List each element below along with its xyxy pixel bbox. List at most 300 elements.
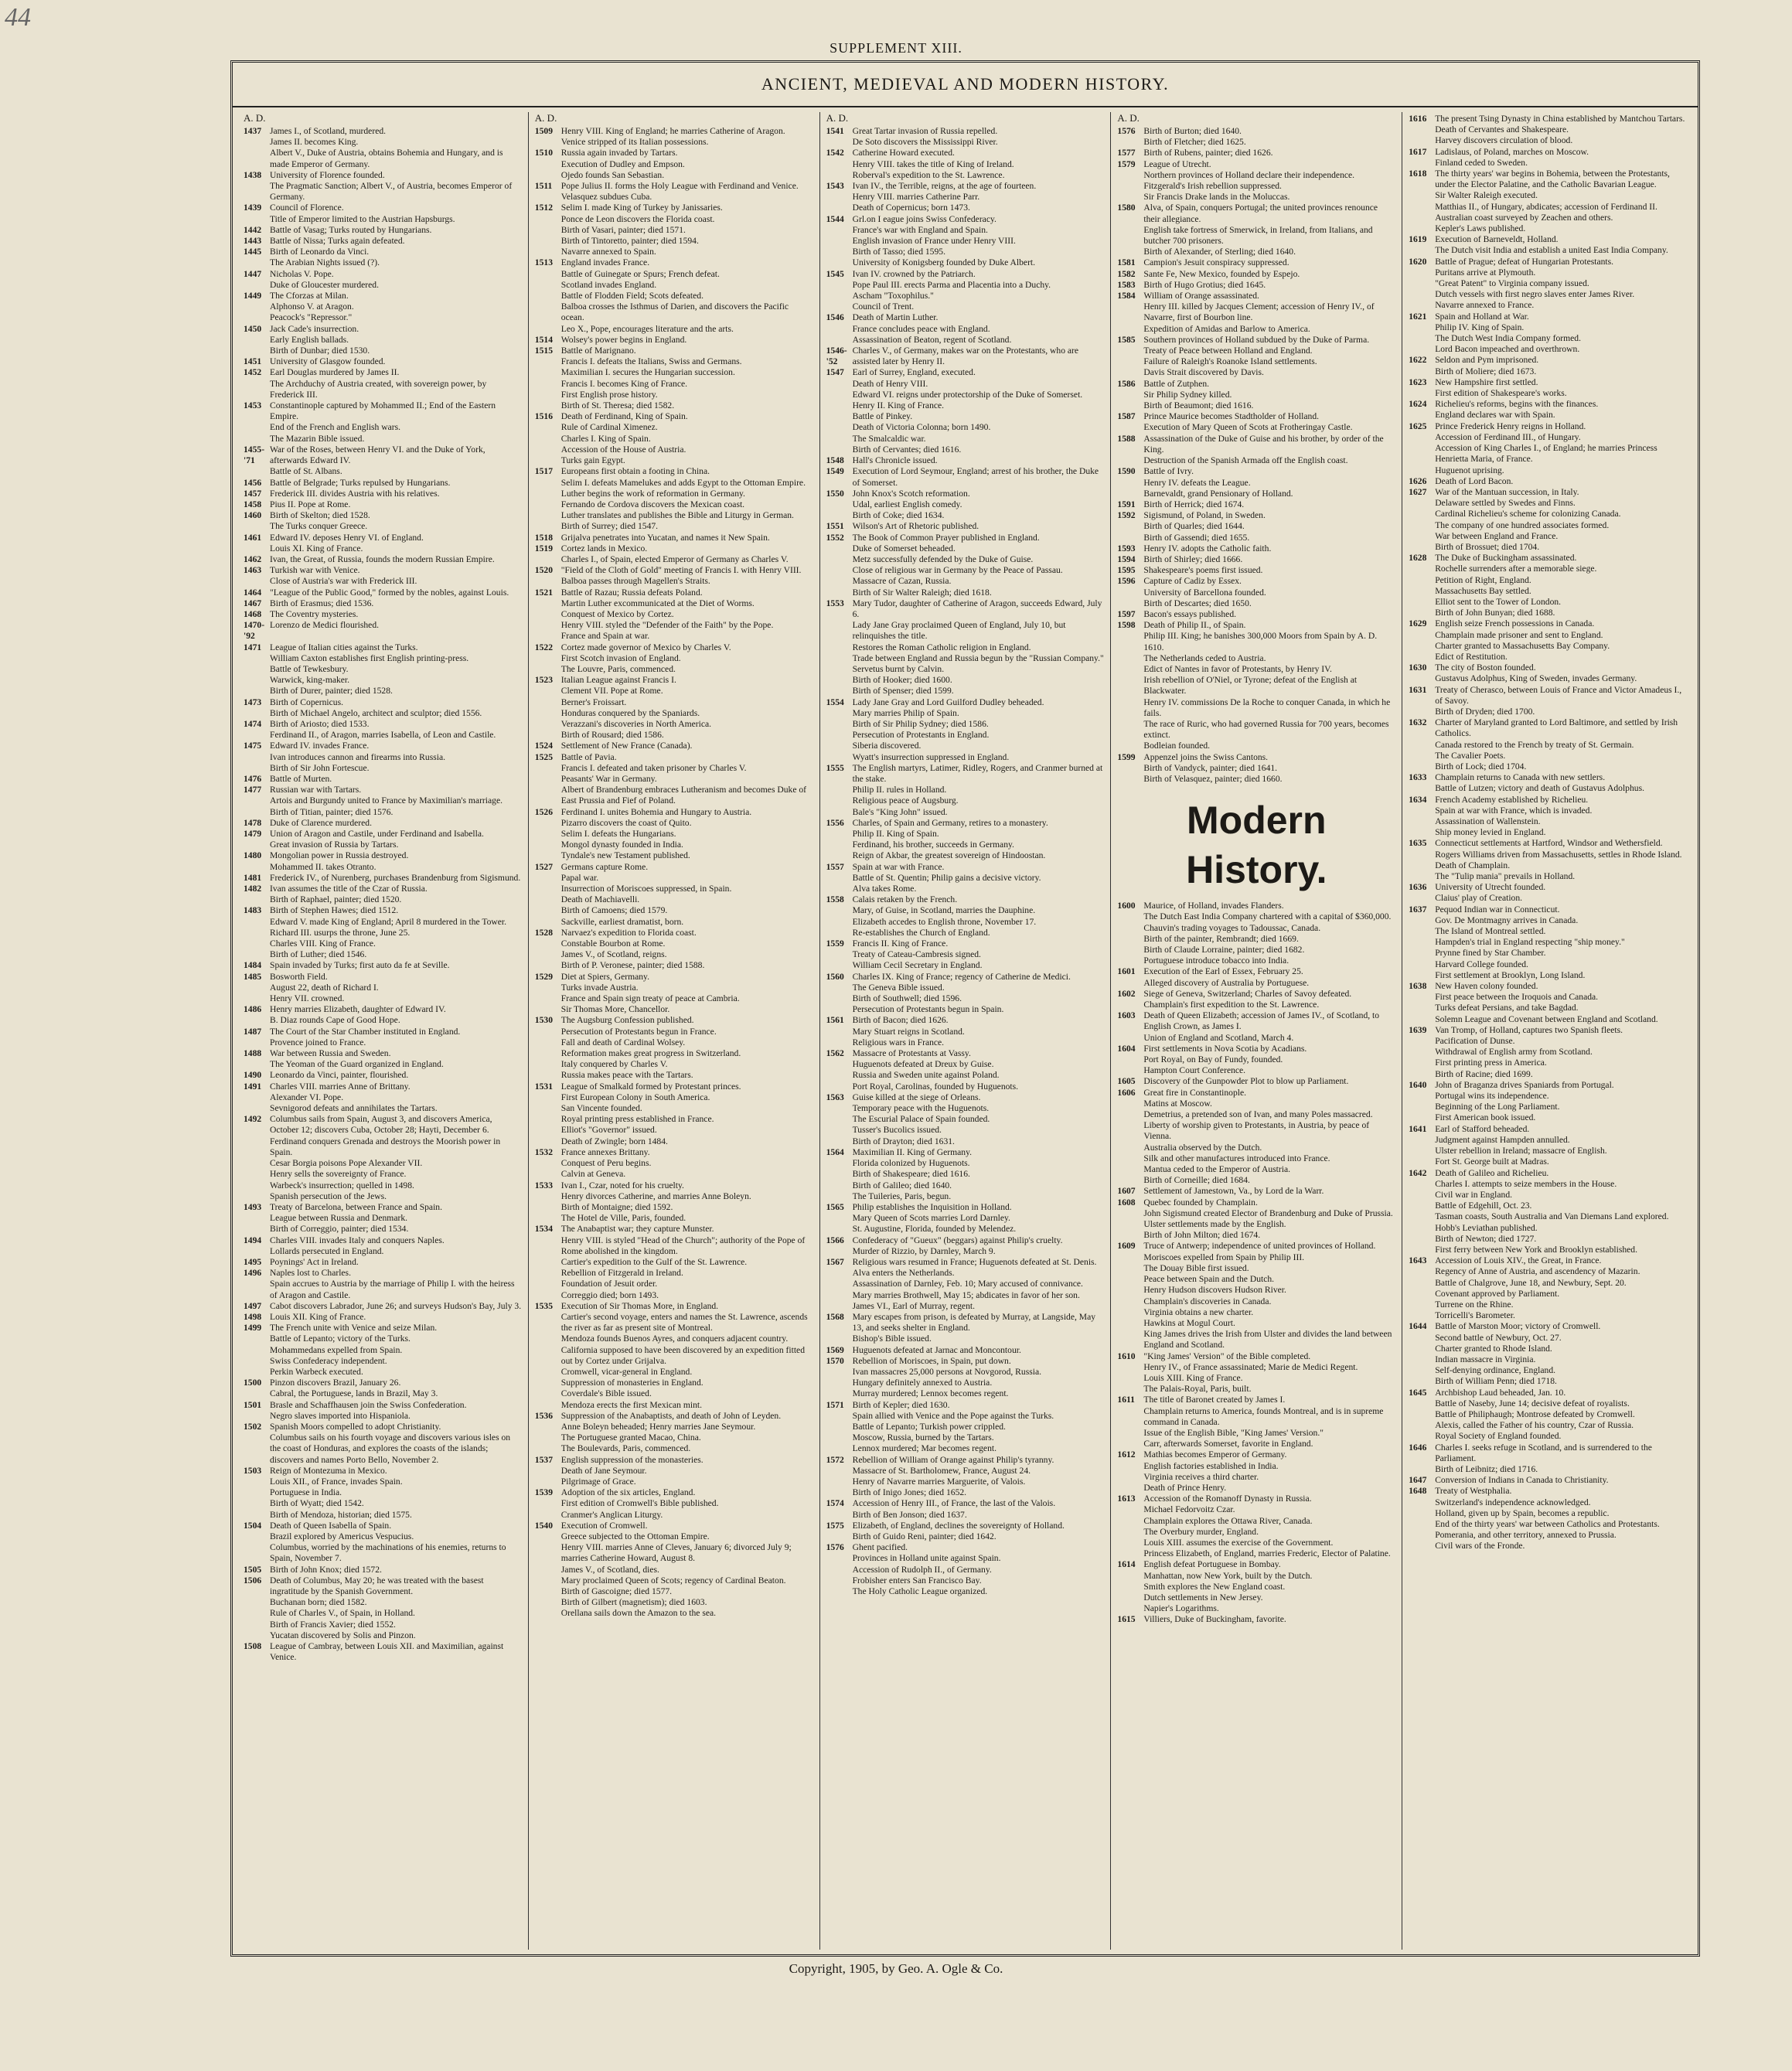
entry-year: [1117, 137, 1143, 148]
history-entry: [535, 1477, 813, 1487]
history-entry: [826, 203, 1105, 213]
entry-year: [1117, 1384, 1143, 1395]
history-entry: [1409, 1310, 1687, 1321]
entry-year: [826, 1487, 853, 1498]
entry-year: 1534: [534, 1224, 553, 1235]
entry-year: [826, 1027, 853, 1037]
entry-text: Battle of Edgehill, Oct. 23.: [1435, 1201, 1532, 1211]
entry-year: [826, 400, 853, 411]
entry-text: Buchanan born; died 1582.: [270, 1597, 367, 1608]
history-entry: [1117, 945, 1395, 955]
history-entry: [1409, 618, 1687, 629]
entry-text: The race of Ruric, who had governed Russia for 700 years, becomes extinct.: [1143, 718, 1389, 741]
history-entry: [244, 356, 522, 367]
entry-year: 1473: [244, 697, 262, 707]
entry-text: Philip IV. King of Spain.: [1435, 322, 1525, 332]
entry-year: [1117, 719, 1143, 741]
history-entry: [826, 993, 1105, 1004]
entry-text: Russia makes peace with the Tartars.: [560, 1070, 693, 1081]
entry-year: [244, 1213, 270, 1224]
entry-year: 1445: [244, 247, 262, 257]
entry-year: [826, 1531, 853, 1542]
entry-text: Pilgrimage of Grace.: [560, 1476, 636, 1487]
entry-year: 1524: [534, 741, 553, 751]
entry-text: Accession of the House of Austria.: [560, 444, 686, 455]
history-entry: [244, 1092, 522, 1103]
entry-text: League of Smalkald formed by Protestant princes.: [560, 1081, 741, 1092]
entry-year: [1409, 245, 1435, 256]
entry-year: [1409, 597, 1435, 608]
entry-year: 1644: [1409, 1321, 1427, 1332]
entry-text: Warwick, king-maker.: [270, 675, 350, 686]
entry-year: [1409, 827, 1435, 838]
entry-text: James V., of Scotland, reigns.: [560, 949, 667, 960]
entry-text: War between England and France.: [1435, 530, 1559, 541]
history-entry: [535, 675, 813, 686]
history-entry: [1409, 213, 1687, 223]
history-entry: [1117, 1603, 1395, 1614]
entry-text: Rogers Williams driven from Massachusetts, settles in Rhode Island.: [1435, 849, 1682, 860]
history-entry: [1409, 1388, 1687, 1398]
entry-year: [1409, 751, 1435, 761]
history-entry: [1117, 367, 1395, 378]
history-entry: [535, 1081, 813, 1092]
history-entry: [535, 291, 813, 301]
entry-text: Bishop's Bible issued.: [852, 1334, 932, 1344]
history-entry: [826, 434, 1105, 445]
entry-text: Birth of Newton; died 1727.: [1435, 1233, 1537, 1244]
entry-text: Constable Bourbon at Rome.: [560, 938, 666, 949]
entry-year: [244, 1597, 270, 1608]
history-entry: [1409, 1299, 1687, 1310]
entry-text: Restores the Roman Catholic religion in England.: [852, 642, 1031, 652]
history-entry: [826, 565, 1105, 576]
history-entry: [535, 1597, 813, 1608]
entry-text: Sevnigorod defeats and annihilates the Tartars.: [270, 1103, 438, 1114]
entry-year: 1595: [1117, 565, 1136, 576]
history-entry: [1117, 1373, 1395, 1384]
history-entry: [1117, 631, 1395, 652]
history-entry: [535, 1004, 813, 1015]
entry-year: 1526: [534, 806, 553, 817]
entry-year: [535, 1388, 561, 1399]
entry-text: Pinzon discovers Brazil, January 26.: [270, 1378, 401, 1388]
history-entry: [1409, 1289, 1687, 1299]
entry-text: California supposed to have been discovered by an expedition fitted out by Cortez under Grijalva.: [560, 1344, 805, 1366]
history-entry: [535, 422, 813, 433]
entry-year: [826, 1301, 853, 1312]
history-entry: [535, 1070, 813, 1081]
entry-year: 1505: [244, 1564, 262, 1575]
history-entry: [244, 1388, 522, 1399]
history-entry: [1409, 850, 1687, 860]
entry-text: Moscow, Russia, burned by the Tartars.: [852, 1432, 994, 1443]
entry-text: Rule of Charles V., of Spain, in Holland.: [270, 1608, 415, 1619]
entry-year: 1570: [826, 1355, 844, 1366]
history-entry: [826, 795, 1105, 806]
entry-year: [1409, 871, 1435, 882]
entry-text: Naples lost to Charles.: [270, 1268, 351, 1279]
history-entry: [826, 884, 1105, 894]
entry-year: [826, 1378, 853, 1388]
history-entry: [535, 1432, 813, 1443]
entry-year: [1117, 1582, 1143, 1592]
entry-text: "Great Patent" to Virginia company issued.: [1435, 278, 1589, 289]
entry-text: Battle of Pinkey.: [852, 411, 913, 422]
entry-text: Lady Jane Gray proclaimed Queen of England, July 10, but relinquishes the title.: [852, 620, 1066, 642]
history-entry: [1409, 685, 1687, 707]
entry-text: Barnevaldt, grand Pensionary of Holland.: [1143, 488, 1293, 499]
entry-year: [1117, 247, 1143, 257]
history-entry: [1117, 978, 1395, 989]
entry-text: Battle of St. Quentin; Philip gains a decisive victory.: [852, 872, 1041, 883]
entry-year: 1499: [244, 1323, 262, 1334]
history-entry: [826, 445, 1105, 455]
entry-year: [1409, 300, 1435, 311]
history-entry: [826, 1268, 1105, 1279]
history-entry: [1117, 1263, 1395, 1274]
entry-text: Massacre of Protestants at Vassy.: [852, 1048, 971, 1059]
history-entry: [1409, 992, 1687, 1003]
entry-year: [826, 873, 853, 884]
history-entry: [244, 1246, 522, 1257]
history-entry: [1409, 740, 1687, 751]
entry-text: Spain invaded by Turks; first auto da fe at Seville.: [270, 960, 450, 971]
entry-text: Luther begins the work of reformation in Germany.: [560, 488, 745, 499]
entry-text: Battle of Lepanto; victory of the Turks.: [270, 1334, 411, 1344]
history-entry: [1409, 1443, 1687, 1464]
entry-text: Berner's Froissart.: [560, 697, 627, 707]
history-entry: [535, 324, 813, 335]
entry-year: 1622: [1409, 355, 1427, 366]
history-entry: [1409, 300, 1687, 311]
entry-text: Rebellion of William of Orange against Philip's tyranny.: [852, 1454, 1054, 1465]
entry-year: [535, 609, 561, 620]
entry-year: [826, 905, 853, 916]
entry-text: Battle of Guinegate or Spurs; French defeat.: [560, 268, 720, 279]
entry-text: Russia again invaded by Tartars.: [560, 148, 678, 158]
entry-text: Calvin at Geneva.: [560, 1169, 626, 1180]
history-entry: [535, 1443, 813, 1454]
history-entry: [1117, 466, 1395, 477]
history-entry: [535, 576, 813, 587]
entry-text: Accession of Henry III., of France, the last of the Valois.: [852, 1498, 1056, 1509]
entry-text: Prynne fined by Star Chamber.: [1435, 948, 1546, 959]
entry-year: [535, 499, 561, 510]
entry-year: 1462: [244, 554, 262, 564]
history-entry: [1409, 1234, 1687, 1245]
history-entry: [826, 960, 1105, 971]
history-entry: [826, 850, 1105, 861]
history-entry: [826, 137, 1105, 148]
entry-text: Confederacy of "Gueux" (beggars) against Philip's cruelty.: [852, 1235, 1063, 1245]
entry-year: 1540: [534, 1520, 553, 1531]
history-entry: [535, 1334, 813, 1344]
entry-year: [826, 335, 853, 346]
entry-text: Champlain returns to Canada with new settlers.: [1435, 772, 1606, 783]
entry-year: [826, 730, 853, 741]
entry-year: [535, 894, 561, 905]
entry-year: [535, 170, 561, 181]
entry-year: 1592: [1117, 510, 1136, 521]
column-header: A. D.: [826, 112, 849, 124]
entry-year: [1409, 333, 1435, 344]
entry-text: Kepler's Laws published.: [1435, 223, 1526, 234]
entry-text: Close of Austria's war with Frederick III.: [270, 576, 417, 587]
entry-year: [826, 1411, 853, 1422]
history-entry: [1409, 1333, 1687, 1344]
entry-text: Demetrius, a pretended son of Ivan, and many Poles massacred.: [1143, 1109, 1373, 1120]
entry-year: 1645: [1409, 1387, 1427, 1398]
entry-text: Henry VIII. takes the title of King of Ireland.: [852, 158, 1014, 169]
entry-year: 1620: [1409, 256, 1427, 267]
entry-text: Death of Columbus, May 20; he was treated with the basest ingratitude by the Spanish Government.: [270, 1575, 484, 1597]
entry-year: 1512: [534, 203, 553, 213]
entry-year: [1117, 356, 1143, 367]
entry-text: Treaty of Barcelona, between France and Spain.: [270, 1201, 442, 1212]
entry-text: Solemn League and Covenant between England and Scotland.: [1435, 1013, 1658, 1024]
history-entry: [1117, 1527, 1395, 1538]
entry-year: 1460: [244, 510, 262, 521]
history-entry: [535, 1400, 813, 1411]
entry-text: William Cecil Secretary in England.: [852, 960, 983, 971]
entry-text: Death of Cervantes and Shakespeare.: [1435, 124, 1569, 135]
entry-text: Birth of Skelton; died 1528.: [270, 510, 370, 521]
entry-text: Earl of Stafford beheaded.: [1435, 1123, 1530, 1134]
history-entry: [1117, 510, 1395, 521]
entry-year: 1518: [534, 532, 553, 543]
entry-year: [244, 257, 270, 268]
entry-text: Battle of Flodden Field; Scots defeated.: [560, 291, 704, 301]
history-entry: [826, 367, 1105, 378]
history-entry: [826, 1575, 1105, 1586]
history-entry: [244, 675, 522, 686]
entry-year: [244, 1136, 270, 1158]
entry-year: [535, 938, 561, 949]
history-entry: [244, 730, 522, 741]
entry-year: [535, 455, 561, 466]
history-entry: [1117, 1461, 1395, 1472]
entry-text: Close of religious war in Germany by the Peace of Passau.: [852, 565, 1063, 576]
history-entry: [826, 236, 1105, 247]
history-entry: [244, 653, 522, 664]
entry-year: 1506: [244, 1575, 262, 1586]
entry-year: 1576: [1117, 126, 1136, 136]
entry-text: The Boulevards, Paris, commenced.: [560, 1443, 691, 1454]
entry-text: Calais retaken by the French.: [852, 894, 958, 905]
entry-text: Henry VIII. marries Anne of Cleves, January 6; divorced July 9; marries Catherine Howard, August 8.: [560, 1542, 792, 1564]
entry-year: [1117, 1603, 1143, 1614]
history-entry: [826, 379, 1105, 390]
entry-year: [1117, 1461, 1143, 1472]
history-entry: [535, 301, 813, 323]
entry-text: Torricelli's Barometer.: [1435, 1310, 1515, 1321]
entry-year: [1117, 170, 1143, 181]
entry-text: Hobb's Leviathan published.: [1435, 1222, 1538, 1233]
entry-text: Edward V. made King of England; April 8 murdered in the Tower.: [270, 916, 507, 927]
entry-text: Ferdinand conquers Grenada and destroys the Moorish power in Spain.: [270, 1136, 501, 1157]
entry-year: 1561: [826, 1015, 844, 1026]
entry-text: English seize French possessions in Canada.: [1435, 618, 1595, 629]
entry-text: Henry of Navarre marries Marguerite, of Valois.: [852, 1476, 1026, 1487]
history-entry: [244, 719, 522, 730]
entry-year: 1533: [534, 1180, 553, 1190]
history-entry: [826, 697, 1105, 708]
entry-year: 1563: [826, 1092, 844, 1102]
entry-text: The Palais-Royal, Paris, built.: [1143, 1384, 1252, 1395]
entry-year: 1594: [1117, 554, 1136, 564]
entry-year: 1553: [826, 598, 844, 608]
history-entry: [1117, 489, 1395, 499]
history-entry: [535, 905, 813, 916]
entry-year: [1409, 465, 1435, 476]
entry-text: Conquest of Mexico by Cortez.: [560, 608, 674, 619]
history-entry: [535, 1125, 813, 1136]
entry-text: War between Russia and Sweden.: [270, 1048, 391, 1059]
entry-text: Ferdinand II., of Aragon, marries Isabella, of Leon and Castile.: [270, 730, 496, 741]
history-entry: [1117, 1000, 1395, 1010]
entry-text: Battle of Nissa; Turks again defeated.: [270, 236, 405, 247]
entry-text: Birth of Rubens, painter; died 1626.: [1143, 148, 1273, 158]
entry-year: [535, 1466, 561, 1477]
entry-text: Death of Zwingle; born 1484.: [560, 1136, 668, 1146]
history-entry: [244, 478, 522, 489]
entry-text: Birth of Inigo Jones; died 1652.: [852, 1487, 967, 1498]
entry-year: [535, 873, 561, 884]
entry-text: Henry II. King of France.: [852, 400, 945, 411]
history-entry: [826, 686, 1105, 697]
history-entry: [244, 1400, 522, 1411]
entry-text: Birth of Drayton; died 1631.: [852, 1136, 955, 1146]
entry-year: [826, 588, 853, 598]
history-entry: [826, 499, 1105, 510]
entry-year: 1504: [244, 1520, 262, 1531]
entry-text: Verazzani's discoveries in North America.: [560, 718, 712, 729]
entry-text: Religious wars in France.: [852, 1037, 945, 1047]
entry-year: [244, 840, 270, 850]
entry-text: Indian massacre in Virginia.: [1435, 1354, 1536, 1364]
entry-text: First printing press in America.: [1435, 1058, 1547, 1068]
history-entry: [244, 400, 522, 422]
entry-text: First settlements in Nova Scotia by Acadians.: [1143, 1043, 1307, 1054]
entry-text: Rebellion of Moriscoes, in Spain, put down.: [852, 1355, 1011, 1366]
history-entry: [1409, 1058, 1687, 1068]
history-entry: [1409, 1475, 1687, 1486]
entry-year: [1409, 322, 1435, 333]
history-entry: [1117, 1395, 1395, 1405]
entry-year: 1527: [534, 861, 553, 872]
entry-text: Rebellion of Fitzgerald in Ireland.: [560, 1268, 683, 1279]
entry-text: Settlement of New France (Canada).: [560, 741, 693, 751]
entry-year: [535, 1103, 561, 1114]
entry-year: [535, 1510, 561, 1521]
entry-year: 1581: [1117, 257, 1136, 268]
history-entry: [826, 763, 1105, 785]
entry-text: Yucatan discovered by Solis and Pinzon.: [270, 1630, 416, 1640]
entry-year: [1117, 390, 1143, 400]
history-entry: [826, 181, 1105, 192]
history-entry: [826, 1213, 1105, 1224]
entry-year: [826, 1466, 853, 1477]
entry-year: 1611: [1117, 1395, 1135, 1405]
entry-text: Execution of Lord Seymour, England; arrest of his brother, the Duke of Somerset.: [852, 466, 1099, 488]
history-entry: [535, 697, 813, 708]
entry-year: 1530: [534, 1015, 553, 1026]
entry-year: [1117, 367, 1143, 378]
entry-text: Ivan introduces cannon and firearms into Russia.: [270, 751, 445, 762]
entry-year: [1409, 1102, 1435, 1112]
entry-year: [244, 379, 270, 400]
history-entry: [826, 390, 1105, 400]
history-entry: [535, 236, 813, 247]
history-entry: [535, 280, 813, 291]
entry-text: Rule of Cardinal Ximenez.: [560, 422, 658, 433]
history-entry: [826, 1059, 1105, 1070]
history-entry: [1409, 1398, 1687, 1409]
history-entry: [1409, 553, 1687, 564]
entry-text: The Court of the Star Chamber instituted in England.: [270, 1026, 461, 1037]
history-entry: [1409, 586, 1687, 597]
entry-text: Ferdinand, his brother, succeeds in Germany.: [852, 840, 1014, 850]
entry-year: [826, 686, 853, 697]
entry-year: [1409, 278, 1435, 289]
entry-year: 1461: [244, 532, 262, 543]
entry-year: [244, 894, 270, 905]
entry-text: Religious wars resumed in France; Huguenots defeated at St. Denis.: [852, 1256, 1097, 1267]
entry-year: [535, 1213, 561, 1224]
entry-year: [1409, 1234, 1435, 1245]
entry-text: Henry IV. adopts the Catholic faith.: [1143, 543, 1272, 554]
entry-text: Hampton Court Conference.: [1143, 1065, 1246, 1076]
history-entry: [244, 489, 522, 499]
entry-text: Ulster settlements made by the English.: [1143, 1219, 1286, 1230]
history-entry: [535, 1388, 813, 1399]
history-entry: [1117, 521, 1395, 532]
history-entry: [535, 499, 813, 510]
entry-text: Spain and Holland at War.: [1435, 311, 1529, 322]
history-entry: [1117, 1054, 1395, 1065]
entry-text: Sackville, earliest dramatist, born.: [560, 916, 684, 927]
history-entry: [535, 1312, 813, 1334]
entry-text: Birth of Sir John Fortescue.: [270, 762, 370, 773]
history-entry: [535, 1103, 813, 1114]
history-entry: [244, 686, 522, 697]
history-entry: [1409, 1036, 1687, 1047]
entry-text: Ivan IV. crowned by the Patriarch.: [852, 268, 976, 279]
history-entry: [826, 411, 1105, 422]
entry-text: Mary Queen of Scots marries Lord Darnley.: [852, 1213, 1010, 1224]
history-entry: [1117, 1571, 1395, 1582]
entry-text: Death of Galileo and Richelieu.: [1435, 1167, 1549, 1178]
entry-year: [1117, 653, 1143, 664]
entry-year: 1474: [244, 718, 262, 729]
entry-year: [1409, 1135, 1435, 1146]
history-entry: [535, 533, 813, 543]
entry-text: Elizabeth accedes to English throne, November 17.: [852, 916, 1037, 927]
history-entry: [244, 1048, 522, 1059]
entry-text: Navarre annexed to Spain.: [560, 247, 656, 257]
history-entry: [1409, 421, 1687, 432]
entry-year: [826, 1432, 853, 1443]
entry-text: Hawkins at Mogul Court.: [1143, 1317, 1235, 1328]
entry-year: 1558: [826, 894, 844, 905]
entry-text: Irish rebellion of O'Niel, or Tyrone; defeat of the English at Blackwater.: [1143, 675, 1358, 697]
history-entry: [1409, 388, 1687, 399]
entry-text: Dutch settlements in New Jersey.: [1143, 1592, 1263, 1603]
entry-text: The Dutch East India Company chartered with a capital of $360,000.: [1143, 911, 1392, 922]
entry-year: 1646: [1409, 1442, 1427, 1453]
entry-year: [244, 686, 270, 697]
